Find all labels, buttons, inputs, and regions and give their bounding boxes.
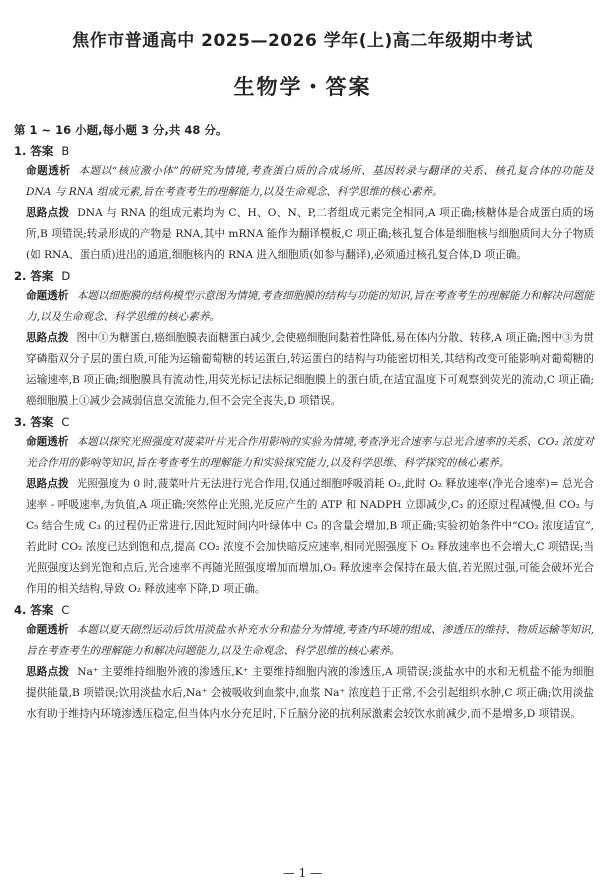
- intent-text: 本题以夏天剧烈运动后饮用淡盐水补充水分和盐分为情境,考查内环境的组成、渗透压的维持、物质运输等知识,旨在考查考生的理解能力和解决问题能力,以及生命观念、科学思维的核心素养。: [26, 624, 595, 657]
- intent-paragraph: [26, 286, 594, 328]
- intent-text: 本题以探究光照强度对菠菜叶片光合作用影响的实验为情境,考查净光合速率与总光合速率的关系、CO₂ 浓度对光合作用的影响等知识,旨在考查考生的理解能力和实验探究能力,以及科学思维、科学探究的核心素养。: [26, 436, 594, 469]
- question-number: 4. 答案: [14, 603, 54, 617]
- question-heading: [14, 141, 594, 161]
- page-number: — 1 —: [282, 866, 323, 880]
- question-block: [14, 412, 594, 600]
- exam-title: 焦作市普通高中 2025—2026 学年(上)高二年级期中考试: [72, 31, 533, 51]
- intent-paragraph: [26, 432, 594, 474]
- hint-paragraph: [26, 203, 594, 266]
- question-heading: [14, 600, 594, 620]
- question-number: 3. 答案: [14, 415, 54, 429]
- intent-label: 命题透析: [26, 165, 71, 177]
- intent-label: 命题透析: [26, 436, 69, 448]
- hint-paragraph: [26, 328, 594, 412]
- hint-text: DNA 与 RNA 的组成元素均为 C、H、O、N、P,二者组成元素完全相同,A 项正确;核糖体是合成蛋白质的场所,B 项错误;转录形成的产物是 RNA,其中 mRNA 能作为翻译模板,C 项正确;核孔复合体是细胞核与细胞质间大分子物质(如 RNA、蛋白质)进出的通道,细胞核内的 RNA 进入细胞质(如参与翻译),必须通过核孔复合体,D 项正确。: [26, 207, 594, 261]
- question-block: [14, 266, 594, 412]
- intent-paragraph: [26, 620, 594, 662]
- answer-value: C: [61, 603, 70, 617]
- question-block: [14, 141, 594, 266]
- intent-text: 本题以细胞膜的结构模型示意图为情境,考查细胞膜的结构与功能的知识,旨在考查考生的理解能力和解决问题能力,以及生命观念、科学思维的核心素养。: [26, 290, 595, 323]
- hint-label: 思路点拨: [26, 478, 69, 490]
- intent-label: 命题透析: [26, 290, 69, 302]
- hint-label: 思路点拨: [26, 207, 70, 219]
- question-heading: [14, 266, 594, 286]
- hint-text: 光照强度为 0 时,菠菜叶片无法进行光合作用,仅通过细胞呼吸消耗 O₂,此时 O₂ 释放速率(净光合速率)= 总光合速率 - 呼吸速率,为负值,A 项正确;突然停止光照,光反应产生的 ATP 和 NADPH 立即减少,C₃ 的还原过程减慢,但 CO₂ 与 C₅ 结合生成 C₃ 的过程仍正常进行,因此短时间内叶绿体中 C₃ 的含量会增加,B 项正确;实验初始条件中“CO₂ 浓度适宜”,若此时 CO₂ 浓度已达到饱和点,提高 CO₂ 浓度不会加快暗反应速率,相同光照强度下 O₂ 释放速率也不会增大,C 项错误;当光照强度达到光饱和点后,光合速率不再随光照强度增加而增加,O₂ 释放速率会保持在最大值,若光照过强,可能会破坏光合作用的相关结构,导致 O₂ 释放速率下降,D 项正确。: [26, 478, 594, 595]
- hint-paragraph: [26, 474, 594, 600]
- hint-label: 思路点拨: [26, 666, 70, 678]
- subject-title: 生物学・答案: [233, 75, 372, 99]
- intent-paragraph: [26, 161, 594, 203]
- hint-text: 图中①为糖蛋白,癌细胞膜表面糖蛋白减少,会使癌细胞间黏着性降低,易在体内分散、转移,A 项正确;图中③为贯穿磷脂双分子层的蛋白质,可能为运输葡萄糖的转运蛋白,转运蛋白的结构与功能密切相关,其结构改变可能影响对葡萄糖的运输速率,B 项正确;细胞膜具有流动性,用荧光标记法标记细胞膜上的蛋白质,在适宜温度下可观察到荧光的流动,C 项正确;癌细胞膜上①减少会减弱信息交流能力,但不会完全丧失,D 项错误。: [26, 332, 594, 407]
- section-intro: 第 1 ~ 16 小题,每小题 3 分,共 48 分。: [14, 123, 228, 137]
- question-number: 2. 答案: [14, 269, 54, 283]
- question-block: [14, 600, 594, 725]
- answer-value: B: [61, 144, 70, 158]
- hint-label: 思路点拨: [26, 332, 69, 344]
- hint-paragraph: [26, 662, 594, 725]
- intent-label: 命题透析: [26, 624, 69, 636]
- hint-text: Na⁺ 主要维持细胞外液的渗透压,K⁺ 主要维持细胞内液的渗透压,A 项错误;淡盐水中的水和无机盐不能为细胞提供能量,B 项错误;饮用淡盐水后,Na⁺ 会被吸收到血浆中,血浆 Na⁺ 浓度趋于正常,不会引起组织水肿,C 项正确;饮用淡盐水有助于维持内环境渗透压稳定,但当体内水分充足时,下丘脑分泌的抗利尿激素会较饮水前减少,而不是增多,D 项错误。: [26, 666, 594, 720]
- answer-value: D: [61, 269, 71, 283]
- answer-list: [14, 141, 594, 725]
- question-heading: [14, 412, 594, 432]
- intent-text: 本题以“核应激小体”的研究为情境,考查蛋白质的合成场所、基因转录与翻译的关系、核孔复合体的功能及 DNA 与 RNA 组成元素,旨在考查考生的理解能力,以及生命观念、科学思维的核心素养。: [26, 165, 595, 198]
- answer-value: C: [61, 415, 70, 429]
- question-number: 1. 答案: [14, 144, 54, 158]
